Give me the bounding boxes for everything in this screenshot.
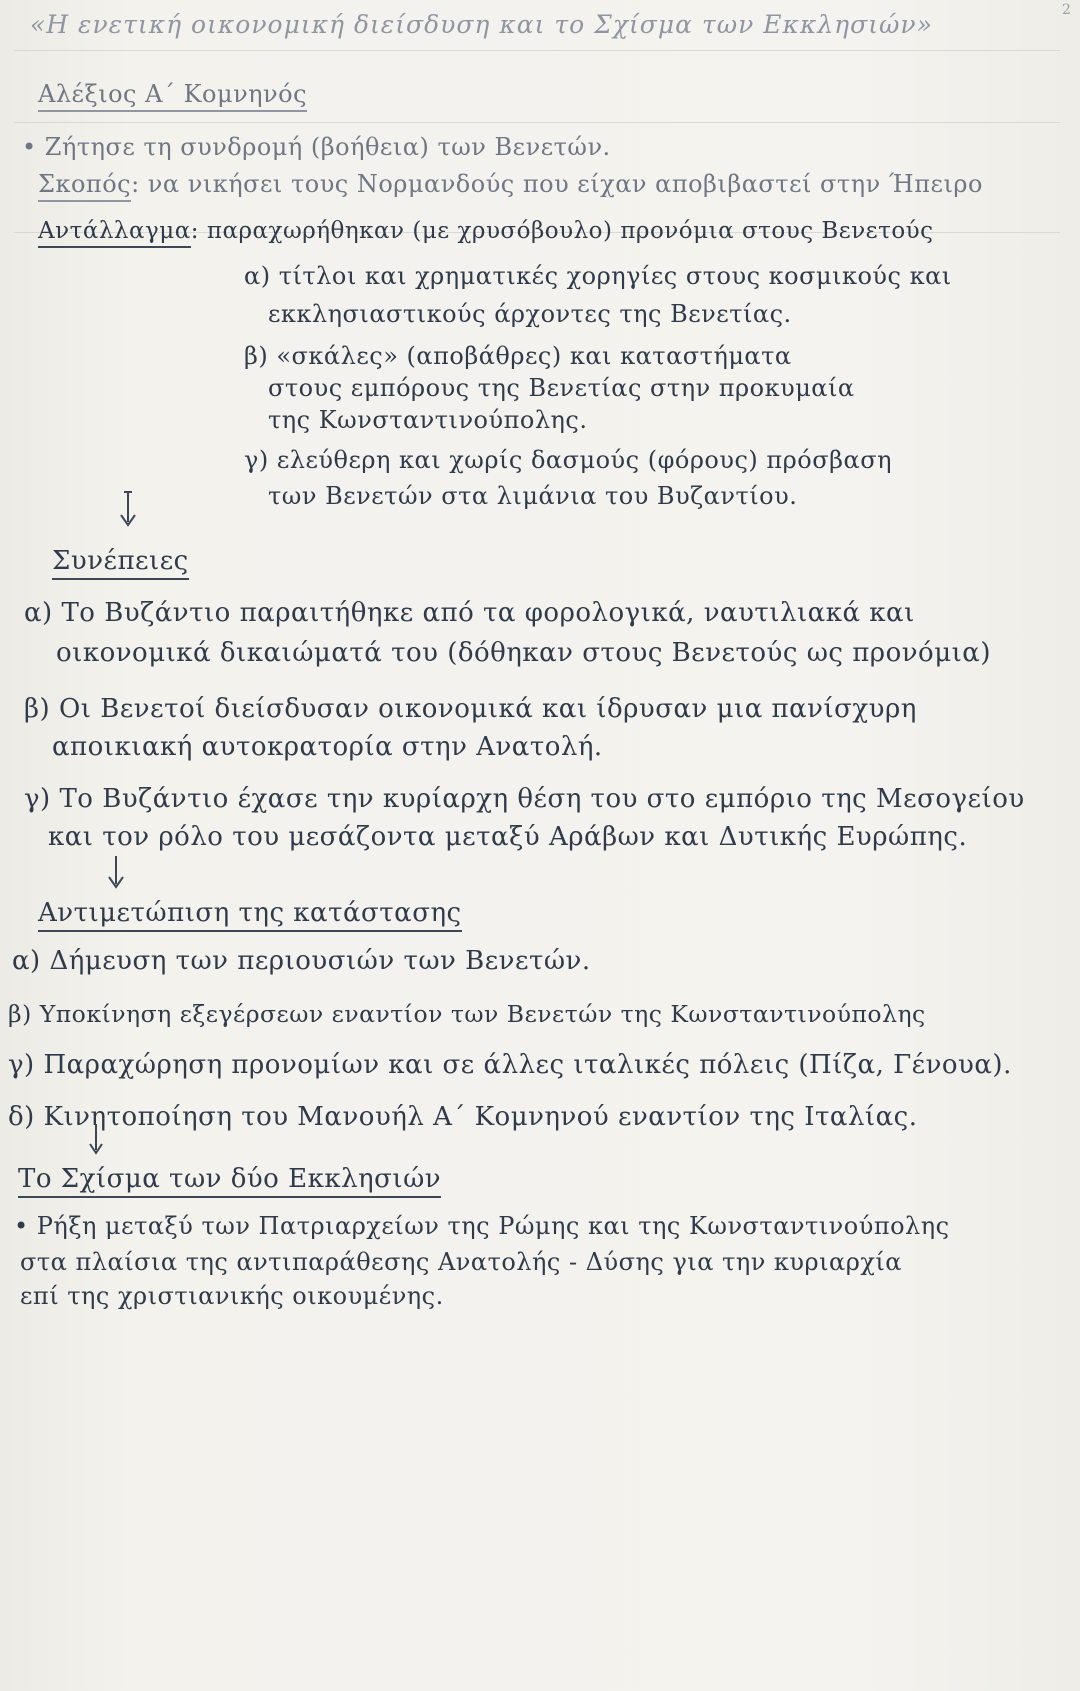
exchange-item-a-line1: α) τίτλοι και χρηματικές χορηγίες στους κοσμικούς και — [244, 262, 952, 290]
exchange-item-b-line2: στους εμπόρους της Βενετίας στην προκυμαία — [268, 374, 855, 402]
section-heading-schism: Το Σχίσμα των δύο Εκκλησιών — [18, 1164, 441, 1198]
exchange-item-a-line2: εκκλησιαστικούς άρχοντες της Βενετίας. — [268, 300, 792, 328]
aim-label: Σκοπός — [38, 170, 131, 202]
down-arrow-icon — [116, 490, 140, 530]
consequence-c-line2: και τον ρόλο του μεσάζοντα μεταξύ Αράβων και Δυτικής Ευρώπης. — [48, 822, 968, 852]
ruled-line — [14, 122, 1060, 123]
page-number: 2 — [1062, 2, 1072, 18]
exchange-item-b-line3: της Κωνσταντινούπολης. — [268, 406, 588, 434]
schism-line2: στα πλαίσια της αντιπαράθεσης Ανατολής - Δύσης για την κυριαρχία — [20, 1248, 903, 1276]
ruled-line — [14, 50, 1060, 51]
aim-row — [38, 170, 983, 198]
page-title: «Η ενετική οικονομική διείσδυση και το Σχίσμα των Εκκλησιών» — [30, 10, 933, 39]
exchange-item-c-line2: των Βενετών στα λιμάνια του Βυζαντίου. — [268, 482, 798, 510]
exchange-item-c-line1: γ) ελεύθερη και χωρίς δασμούς (φόρους) πρόσβαση — [244, 446, 892, 474]
exchange-row — [38, 218, 934, 244]
exchange-item-b-line1: β) «σκάλες» (αποβάθρες) και καταστήματα — [244, 342, 792, 370]
section-heading-response: Αντιμετώπιση της κατάστασης — [38, 898, 462, 932]
alexios-bullet: • Ζήτησε τη συνδρομή (βοήθεια) των Βενετών. — [22, 133, 611, 161]
schism-line1: • Ρήξη μεταξύ των Πατριαρχείων της Ρώμης και της Κωνσταντινούπολης — [14, 1212, 950, 1240]
response-item-b: β) Υποκίνηση εξεγέρσεων εναντίον των Βενετών της Κωνσταντινούπολης — [8, 1000, 926, 1028]
response-item-d: δ) Κινητοποίηση του Μανουήλ Α΄ Κομνηνού εναντίον της Ιταλίας. — [8, 1102, 918, 1132]
response-item-c: γ) Παραχώρηση προνομίων και σε άλλες ιταλικές πόλεις (Πίζα, Γένουα). — [8, 1050, 1012, 1080]
consequence-c-line1: γ) Το Βυζάντιο έχασε την κυρίαρχη θέση του στο εμπόριο της Μεσογείου — [24, 784, 1025, 814]
exchange-label: Αντάλλαγμα — [38, 218, 191, 248]
consequence-b-line2: αποικιακή αυτοκρατορία στην Ανατολή. — [52, 732, 603, 762]
section-heading-consequences: Συνέπειες — [52, 546, 189, 580]
response-item-a: α) Δήμευση των περιουσιών των Βενετών. — [12, 946, 591, 976]
consequence-a-line2: οικονομικά δικαιώματά του (δόθηκαν στους Βενετούς ως προνόμια) — [56, 638, 991, 668]
aim-text: : να νικήσει τους Νορμανδούς που είχαν αποβιβαστεί στην Ήπειρο — [131, 170, 983, 198]
consequence-b-line1: β) Οι Βενετοί διείσδυσαν οικονομικά και ίδρυσαν μια πανίσχυρη — [24, 694, 917, 724]
section-heading-alexios: Αλέξιος Α΄ Κομνηνός — [38, 80, 307, 112]
down-arrow-icon — [84, 1120, 108, 1160]
schism-line3: επί της χριστιανικής οικουμένης. — [20, 1282, 444, 1310]
exchange-text: : παραχωρήθηκαν (με χρυσόβουλο) προνόμια στους Βενετούς — [190, 218, 934, 244]
consequence-a-line1: α) Το Βυζάντιο παραιτήθηκε από τα φορολογικά, ναυτιλιακά και — [24, 598, 915, 628]
down-arrow-icon — [104, 852, 128, 892]
